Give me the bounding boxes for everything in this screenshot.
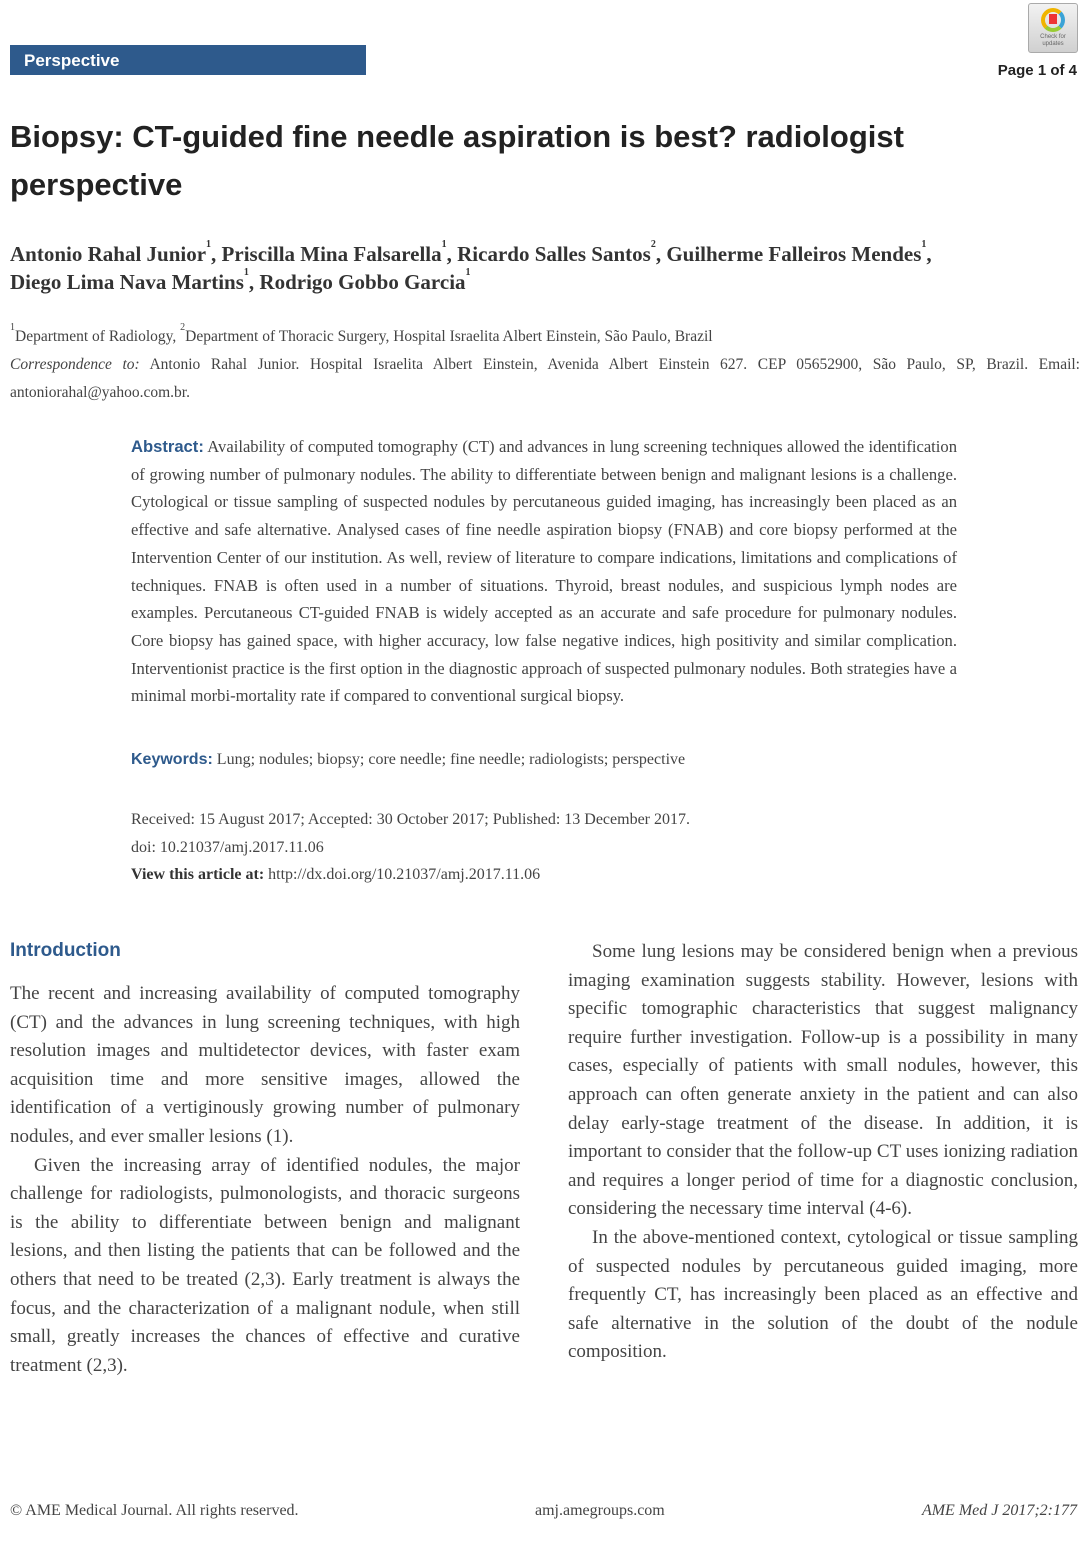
author-affiliation: 1 (921, 239, 927, 250)
abstract (131, 433, 957, 710)
correspondence: Antonio Rahal Junior. Hospital Israelita Albert Einstein, Avenida Albert Einstein 627. CEP 05652900, São Paulo, SP, Brazil. Email: antoniorahal@yahoo.com.br. (10, 356, 1080, 401)
article-title: Biopsy: CT-guided fine needle aspiration is best? radiologist perspective (10, 119, 904, 202)
keywords (131, 751, 957, 769)
section-heading-introduction: Introduction (10, 940, 121, 961)
author: Diego Lima Nava Martins (10, 270, 244, 294)
paragraph: In the above-mentioned context, cytological or tissue sampling of suspected nodules by percutaneous guided imaging, more frequently CT, has increasingly been placed as an effective and safe alternative in the solution of the doubt of the nodule composition. (568, 1226, 1078, 1363)
section-tag: Perspective (10, 45, 366, 75)
view-article-label: View this article at: (131, 866, 265, 883)
author: Antonio Rahal Junior (10, 242, 207, 266)
author-affiliation: 1 (465, 267, 471, 278)
author: Guilherme Falleiros Mendes (666, 242, 922, 266)
footer-site-link[interactable]: amj.amegroups.com (535, 1502, 665, 1519)
aff-number: 1 (10, 322, 15, 333)
author-affiliation: 1 (243, 267, 249, 278)
check-updates-icon (1041, 8, 1065, 32)
aff-number: 2 (180, 322, 186, 333)
publication-history: Received: 15 August 2017; Accepted: 30 October 2017; Published: 13 December 2017. (131, 811, 690, 828)
body-column-left (10, 980, 520, 1380)
footer-citation: AME Med J 2017;2:177 (921, 1502, 1077, 1519)
affiliation-2: Department of Thoracic Surgery, Hospital Israelita Albert Einstein, São Paulo, Brazil (185, 328, 713, 345)
affiliation-1: Department of Radiology, (15, 328, 181, 345)
author: Priscilla Mina Falsarella (221, 242, 442, 266)
article-dates (131, 806, 957, 889)
author-list: Antonio Rahal Junior$^1$, Priscilla Mina Falsarella$^1$, Ricardo Salles Santos$^2$, Guilherme Falleiros Mendes$^1$, Diego Lima Nava Martins$^1$, Rodrigo Gobbo Garcia$^1$ (10, 239, 932, 294)
doi: doi: 10.21037/amj.2017.11.06 (131, 838, 324, 856)
article-link[interactable]: http://dx.doi.org/10.21037/amj.2017.11.06 (264, 866, 541, 883)
author: Ricardo Salles Santos (457, 242, 651, 266)
keywords-text: Lung; nodules; biopsy; core needle; fine needle; radiologists; perspective (212, 751, 686, 768)
paragraph: The recent and increasing availability of computed tomography (CT) and the advances in lung screening techniques, with high resolution images and multidetector devices, with faster exam acquisition time and more sensitive images, allowed the identification of a vertiginously growing number of pulmonary nodules, and ever smaller lesions (1). (10, 983, 520, 1147)
badge-text: Check for updates (1040, 34, 1066, 47)
author: Rodrigo Gobbo Garcia (259, 270, 466, 294)
paragraph: Given the increasing array of identified nodules, the major challenge for radiologists, pulmonologists, and thoracic surgeons is the ability to differentiate between benign and malignant lesions, and then listing the patients that can be followed and the others that need to be treated (2,3). Early treatment is always the focus, and the characterization of a malignant nodule, when still small, greatly increases the chances of effective and curative treatment (2,3). (10, 1154, 520, 1376)
check-for-updates-badge[interactable] (1028, 3, 1078, 53)
page-number: Page 1 of 4 (997, 62, 1077, 79)
affiliations (10, 323, 1080, 407)
body-column-right (568, 938, 1078, 1367)
correspondence-label: Correspondence to: (10, 356, 140, 373)
paragraph: Some lung lesions may be considered benign when a previous imaging examination suggests stability. However, lesions with specific tomographic characteristics that suggest malignancy require further investigation. Follow-up is a possibility in many cases, especially of patients with small nodules, however, this approach can often generate anxiety in the patient and can also delay early-stage treatment of the disease. In addition, it is important to consider that the follow-up CT uses ionizing radiation and requires a longer period of time for a diagnostic conclusion, considering the necessary time interval (4-6). (568, 941, 1078, 1220)
author-affiliation: 2 (650, 239, 656, 250)
abstract-text: Availability of computed tomography (CT) and advances in lung screening techniques allowed the identification of growing number of pulmonary nodules. The ability to differentiate between benign and malignant lesions is a challenge. Cytological or tissue sampling of suspected nodules by percutaneous guided imaging, has increasingly been placed as an effective and safe alternative. Analysed cases of fine needle aspiration biopsy (FNAB) and core biopsy performed at the Intervention Center of our institution. As well, review of literature to compare indications, limitations and complications of techniques. FNAB is often used in a number of situations. Thyroid, breast nodules, and suspicious lymph nodes are examples. Percutaneous CT-guided FNAB is widely accepted as an accurate and safe procedure for pulmonary nodules. Core biopsy has gained space, with higher accuracy, low false negative indices, high positivity and similar complication. Interventionist practice is the first option in the diagnostic approach of suspected pulmonary nodules. Both strategies have a minimal morbi-mortality rate if compared to conventional surgical biopsy. (131, 437, 957, 706)
author-affiliation: 1 (206, 239, 212, 250)
author-affiliation: 1 (441, 239, 447, 250)
footer-copyright: © AME Medical Journal. All rights reserved. (10, 1502, 299, 1519)
keywords-label: Keywords: (131, 751, 213, 768)
abstract-label: Abstract: (131, 437, 204, 456)
